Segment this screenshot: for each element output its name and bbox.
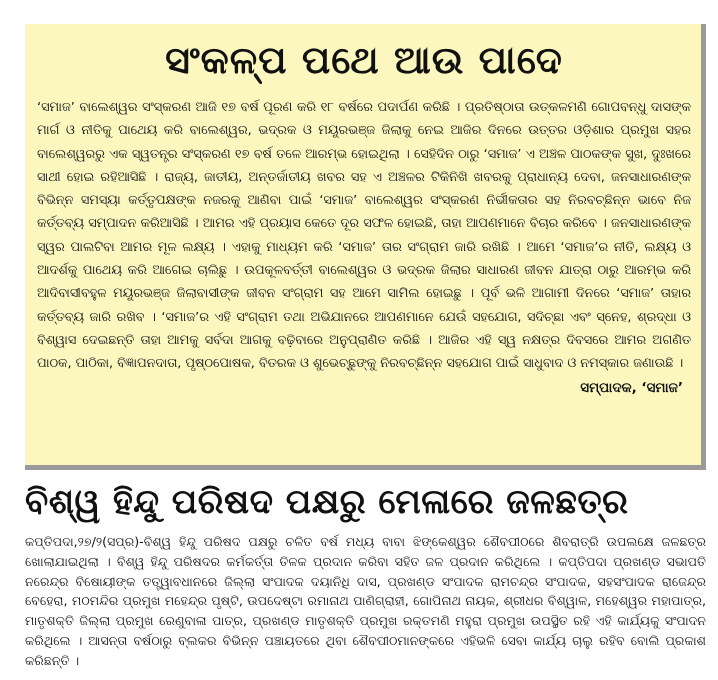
article-body: କପ୍ତିପଦା,୨୭/୨(ସପ୍ର)-ବିଶ୍ୱ ହିନ୍ଦୁ ପରିଷଦ ପକ୍ଷରୁ ଚଳିତ ବର୍ଷ ମଧ୍ୟ ବାବା ଝିଙ୍କେଶ୍ୱର ଶୈବପୀଠରେ ଶିବରାତ୍ରି ଉପଲକ୍ଷେ ଜଳଛତ୍ର ଖୋଲାଯାଇଥିଲା । ବିଶ୍ୱ ହିନ୍ଦୁ ପରିଷଦର କର୍ମକର୍ତ୍ତା ତିଳକ ପ୍ରଦାନ କରିବା ସହିତ ଜଳ ପ୍ରଦାନ କରିଥିଲେ । କପ୍ତିପଦା ପ୍ରଖଣ୍ଡ ସଭାପତି ନରେନ୍ଦ୍ର ବିଷୋୟୀଙ୍କ ତତ୍ତ୍ୱାବଧାନରେ ଜିଲ୍ଲା ସଂପାଦକ ଦୟାନିଧି ଦାସ, ପ୍ରଖଣ୍ଡ ସଂପାଦକ ରାମଚନ୍ଦ୍ର ସଂପାଦକ, ସହସଂପାଦକ ରାଜେନ୍ଦ୍ର ବେହେରା, ମଠମନ୍ଦିର ପ୍ରମୁଖ ମହେନ୍ଦ୍ର ପୃଷ୍ଟି, ଉପଦେଷ୍ଟା ରମାନାଥ ପାଣିଗ୍ରାହୀ, ଗୋପିନାଥ ନାୟକ, ଶ୍ରୀଧର ବିଶ୍ୱାଳ, ମହେଶ୍ୱର ମହାପାତ୍ର, ମାତୃଶକ୍ତି ଜିଲ୍ଲା ପ୍ରମୁଖ ରେଣୁବାଳା ପାତ୍ର, ପ୍ରଖଣ୍ଡ ମାତୃଶକ୍ତି ପ୍ରମୁଖ ରକ୍ତମଣି ମହୁରା ପ୍ରମୁଖ ଉପସ୍ଥିତ ରହି ଏହି କାର୍ଯ୍ୟକୁ ସଂପାଦନ କରିଥିଲେ । ଆସନ୍ତା ବର୍ଷଠାରୁ ବ୍ଲକର ବିଭିନ୍ନ ପଞ୍ଚାୟତରେ ଥିବା ଶୈବପୀଠମାନଙ୍କରେ ଏହିଭଳି ସେବା କାର୍ଯ୍ୟ ଚାଲୁ ରହିବ ବୋଲି ପ୍ରକାଶ କରିଛନ୍ତି । [25, 534, 706, 668]
article-headline: ବିଶ୍ୱ ହିନ୍ଦୁ ପରିଷଦ ପକ୍ଷରୁ ମେଳାରେ ଜଳଛତ୍ର [25, 482, 629, 522]
editorial-signature: ସମ୍ପାଦକ, ‘ସମାଜ’ [580, 379, 683, 396]
editorial-box [25, 24, 706, 470]
editorial-headline: ସଂକଳ୍ପ ପଥେ ଆଉ ପାଦେ [165, 38, 563, 82]
news-article [25, 478, 706, 671]
editorial-body: ‘ସମାଜ’ ବାଲେଶ୍ୱର ସଂସ୍କରଣ ଆଜି ୧୭ ବର୍ଷ ପୂରଣ କରି ୧୮ ବର୍ଷରେ ପଦାର୍ପଣ କରିଛି । ପ୍ରତିଷ୍ଠାତା ଉତ୍କଳମଣି ଗୋପବନ୍ଧୁ ଦାସଙ୍କ ମାର୍ଗ ଓ ନୀତିକୁ ପାଥେୟ କରି ବାଲେଶ୍ୱର, ଭଦ୍ରକ ଓ ମୟୂରଭଞ୍ଜ ଜିଲାକୁ ନେଇ ଆଜିର ଦିନରେ ଉତ୍ତର ଓଡ଼ିଶାର ପ୍ରମୁଖ ସହର ବାଲେଶ୍ୱରରୁ ଏକ ସ୍ୱତନ୍ତ୍ର ସଂସ୍କରଣ ୧୭ ବର୍ଷ ତଳେ ଆରମ୍ଭ ହୋଇଥିଲା । ସେହିଦିନ ଠାରୁ ‘ସମାଜ’ ଏ ଅଞ୍ଚଳ ପାଠକଙ୍କ ସୁଖ, ଦୁଃଖରେ ସାଥୀ ହୋଇ ରହିଆସିଛି । ରାଜ୍ୟ, ଜାତୀୟ, ଅନ୍ତର୍ଜାତୀୟ ଖବର ସହ ଏ ଅଞ୍ଚଳର ଟିକିନିଖି ଖବରକୁ ପ୍ରାଧାନ୍ୟ ଦେବା, ଜନସାଧାରଣଙ୍କ ବିଭିନ୍ନ ସମସ୍ୟା କର୍ତ୍ତୃପକ୍ଷଙ୍କ ନଜରକୁ ଆଣିବା ପାଇଁ ‘ସମାଜ’ ବାଲେଶ୍ୱର ସଂସ୍କରଣ ନିର୍ଭୀକତାର ସହ ନିରବଚ୍ଛିନ୍ନ ଭାବେ ନିଜ କର୍ତ୍ତବ୍ୟ ସମ୍ପାଦନ କରିଆସିଛି । ଆମର ଏହି ପ୍ରୟାସ କେତେ ଦୂର ସଫଳ ହୋଇଛି, ତାହା ଆପଣମାନେ ବିଚାର କରିବେ । ଜନସାଧାରଣଙ୍କ ସ୍ୱର ପାଲଟିବା ଆମର ମୂଳ ଲକ୍ଷ୍ୟ । ଏହାକୁ ମାଧ୍ୟମ କରି ‘ସମାଜ’ ତାର ସଂଗ୍ରାମ ଜାରି ରଖିଛି । ଆମେ ‘ସମାଜ’ର ନୀତି, ଲକ୍ଷ୍ୟ ଓ ଆଦର୍ଶକୁ ପାଥେୟ କରି ଆଗେଇ ଚାଲିଛୁ । ଉପକୂଳବର୍ତ୍ତୀ ବାଲେଶ୍ୱର ଓ ଭଦ୍ରକ ଜିଲାର ସାଧାରଣ ଜୀବନ ଯାତ୍ରା ଠାରୁ ଆରମ୍ଭ କରି ଆଦିବାସୀବହୁଳ ମୟୂରଭଞ୍ଜ ଜିଲାବାସୀଙ୍କ ଜୀବନ ସଂଗ୍ରାମ ସହ ଆମେ ସାମିଲ ହୋଇଛୁ । ପୂର୍ବ ଭଳି ଆଗାମୀ ଦିନରେ ‘ସମାଜ’ ତାହାର କର୍ତ୍ତବ୍ୟ ଜାରି ରଖିବ । ‘ସମାଜ’ର ଏହି ସଂଗ୍ରାମ ତଥା ଅଭିଯାନରେ ଆପଣମାନେ ଯେଉଁ ସହଯୋଗ, ସଦିଚ୍ଛା ଏବଂ ସ୍ନେହ, ଶ୍ରଦ୍ଧା ଓ ବିଶ୍ୱାସ ଦେଇଛନ୍ତି ତାହା ଆମକୁ ସର୍ବଦା ଆଗକୁ ବଢ଼ିବାରେ ଅନୁପ୍ରାଣିତ କରିଛି । ଆଜିର ଏହି ସ୍ୱ ନକ୍ଷତ୍ର ଦିବସରେ ଆମର ଅଗଣିତ ପାଠକ, ପାଠିକା, ବିଜ୍ଞାପନଦାତା, ପୃଷ୍ଠପୋଷକ, ବିତରକ ଓ ଶୁଭେଚ୍ଛୁଙ୍କୁ ନିରବଚ୍ଛିନ୍ନ ସହଯୋଗ ପାଇଁ ସାଧୁବାଦ ଓ ନମସ୍କାର ଜଣାଉଛି । [37, 100, 691, 372]
